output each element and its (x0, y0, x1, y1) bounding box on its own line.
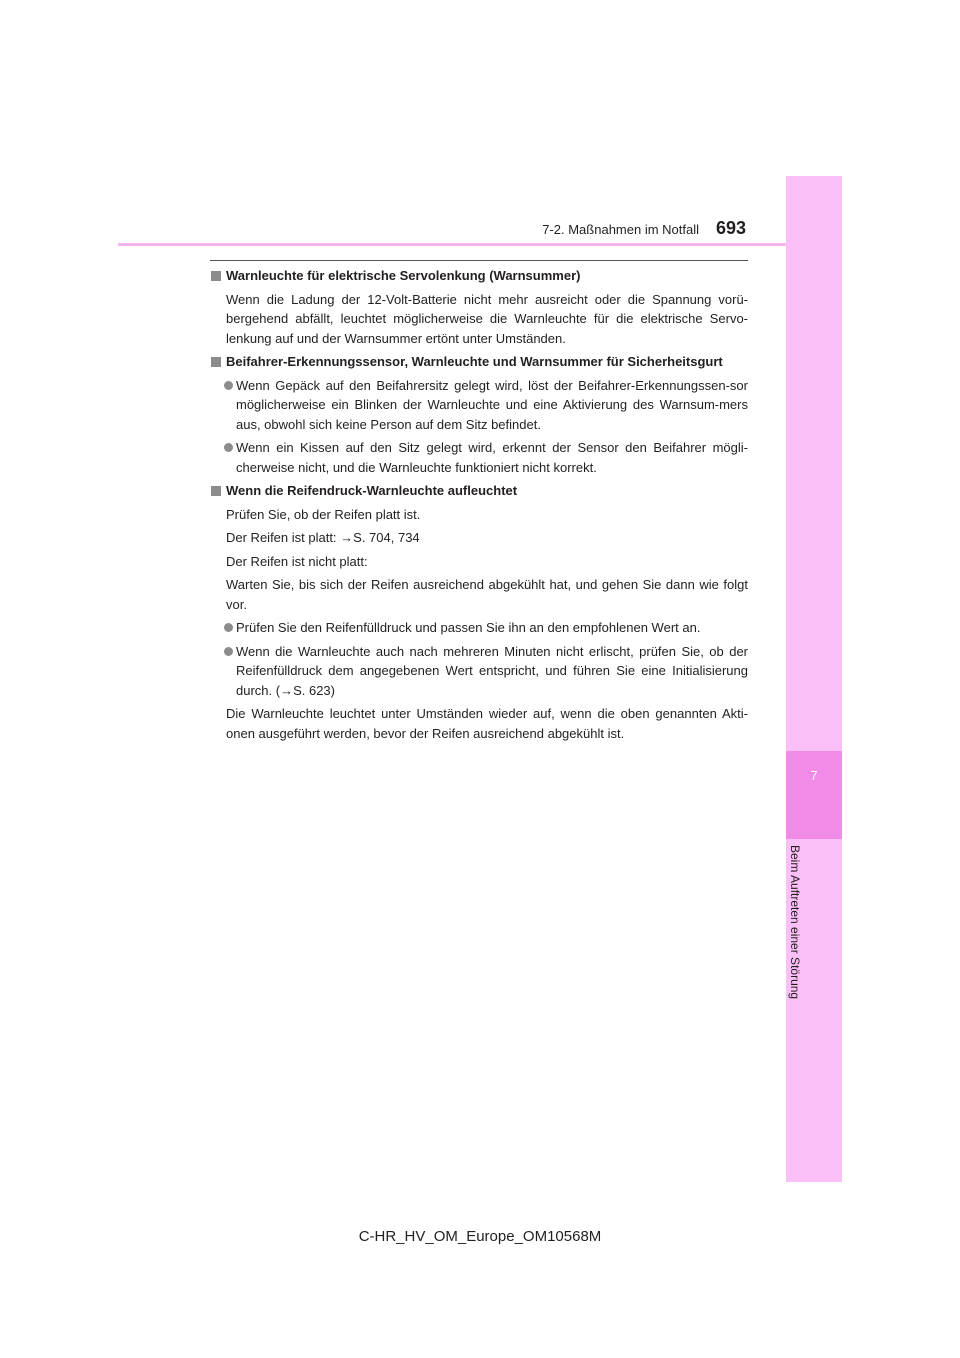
page-number: 693 (716, 218, 747, 238)
paragraph-power-steering: Wenn die Ladung der 12-Volt-Batterie nicht mehr ausreicht oder die Spannung vorü-bergehend abfällt, leuchtet möglicherweise die Warnleuchte für die elektrische Servo-lenkung auf und der Warnsummer ertönt unter Umständen. (226, 291, 748, 346)
paragraph-relight-note: Die Warnleuchte leuchtet unter Umständen wieder auf, wenn die oben genannten Akti-onen ausgeführt werden, bevor der Reifen ausreichend abgekühlt ist. (226, 706, 748, 741)
main-content (210, 266, 748, 747)
section-title: 7-2. Maßnahmen im Notfall (542, 222, 699, 237)
header-divider (118, 243, 815, 246)
chapter-tab-active[interactable] (786, 751, 842, 839)
bullet-initialize: Wenn die Warnleuchte auch nach mehreren Minuten nicht erlischt, prüfen Sie, ob der Reifenfülldruck dem angegebenen Wert entspricht, und führen Sie eine Initialisierung durch. (→S. 623) (210, 642, 748, 701)
chapter-side-tab (786, 176, 842, 1182)
paragraph-wait-cool: Warten Sie, bis sich der Reifen ausreichend abgekühlt hat, und gehen Sie dann wie folgt vor. (226, 577, 748, 612)
heading-passenger-sensor: Beifahrer-Erkennungssensor, Warnleuchte und Warnsummer für Sicherheitsgurt (210, 352, 748, 372)
paragraph-flat-reference: Der Reifen ist platt: →S. 704, 734 (226, 530, 420, 545)
paragraph-check-flat: Prüfen Sie, ob der Reifen platt ist. (226, 506, 421, 522)
footer-doc-id: C-HR_HV_OM_Europe_OM10568M (358, 1228, 602, 1245)
bullet-cushion: Wenn ein Kissen auf den Sitz gelegt wird, erkennt der Sensor den Beifahrer mögli-cherweise nicht, und die Warnleuchte funktioniert nicht korrekt. (210, 438, 748, 477)
chapter-label: Beim Auftreten einer Störung (788, 845, 802, 1000)
heading-tire-pressure: Wenn die Reifendruck-Warnleuchte aufleuchtet (210, 481, 748, 501)
bullet-check-pressure: Prüfen Sie den Reifenfülldruck und passen Sie ihn an den empfohlenen Wert an. (210, 618, 748, 638)
heading-power-steering: Warnleuchte für elektrische Servolenkung (Warnsummer) (210, 266, 748, 286)
content-top-rule (210, 260, 748, 261)
paragraph-not-flat: Der Reifen ist nicht platt: (226, 553, 368, 569)
chapter-number: 7 (810, 768, 818, 783)
bullet-luggage: Wenn Gepäck auf den Beifahrersitz gelegt wird, löst der Beifahrer-Erkennungssen-sor möglicherweise ein Blinken der Warnleuchte und eine Aktivierung des Warnsum-mers aus, obwohl sich keine Person auf dem Sitz befindet. (210, 376, 748, 435)
